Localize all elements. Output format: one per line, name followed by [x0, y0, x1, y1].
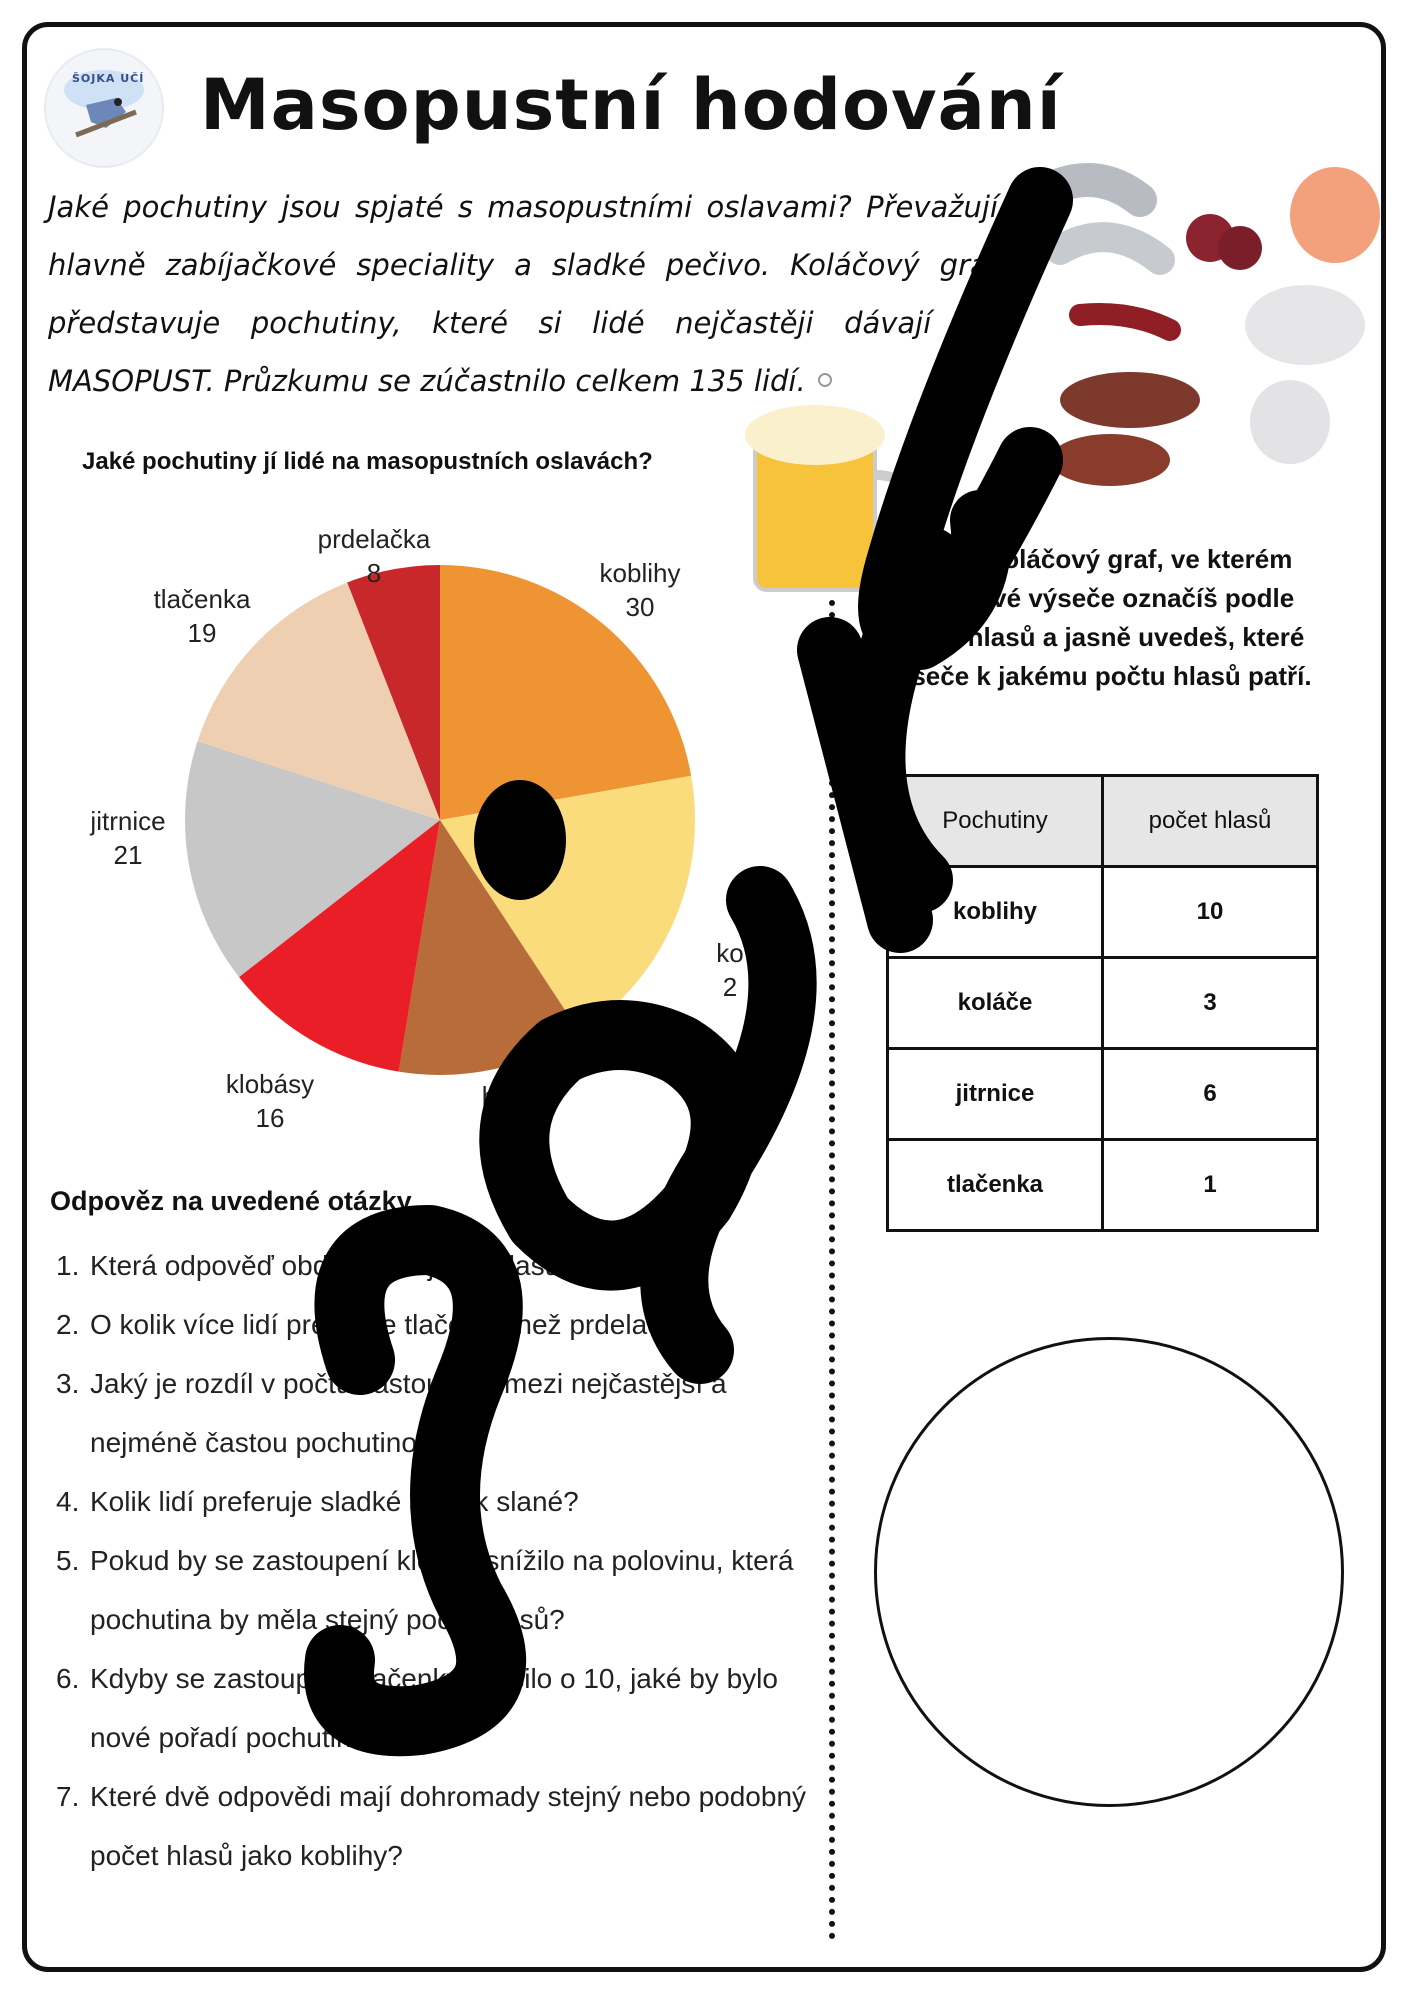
- question-text: Jaký je rozdíl v počtu zastoupení mezi nejčastější a nejméně častou pochutinou?: [90, 1368, 727, 1458]
- pie-label-value: 21: [113, 840, 143, 870]
- pie-label-name: ko: [716, 938, 744, 968]
- chart-title: Jaké pochutiny jí lidé na masopustních oslavách?: [82, 448, 653, 475]
- dotted-divider: [829, 600, 835, 1940]
- table-row: [888, 1049, 1318, 1140]
- sausage-icon: [1060, 237, 1160, 260]
- table-cell: tlačenka: [888, 1140, 1103, 1231]
- pie-label-value: 19: [187, 618, 217, 648]
- pie-label-name: koblihy: [599, 558, 681, 588]
- pie-label-name: prdelačka: [317, 524, 431, 554]
- task-instructions: Vytvoř koláčový graf, ve kterém jednotlivé výseče označíš podle počtu hlasů a jasně uvedeš, které výseče k jakému počtu hlasů patří.: [882, 544, 1312, 691]
- votes-table: [886, 774, 1319, 1232]
- sausage-ring-icon: [1030, 180, 1140, 200]
- table-cell: 1: [1103, 1140, 1318, 1231]
- pie-label-value: 8: [366, 558, 382, 588]
- question-item: 2. O kolik více lidí preferuje tlačenku než prdelačku?: [56, 1309, 707, 1340]
- table-cell: jitrnice: [888, 1049, 1103, 1140]
- table-header-row: [888, 776, 1318, 867]
- question-item: 1. Která odpověď obdržela nejvíce hlasů?: [56, 1250, 576, 1281]
- question-item: 6. Kdyby se zastoupení tlačenky zvýšilo o 10, jaké by bylo nové pořadí pochutin?: [56, 1663, 778, 1753]
- pie-label-value: 2: [722, 972, 738, 1002]
- pie-label-value: 16: [255, 1103, 285, 1133]
- table-row: [888, 867, 1318, 958]
- questions-list: [56, 1236, 816, 1885]
- table-header-cell: Pochutiny: [888, 776, 1103, 867]
- page-title: Masopustní hodování: [200, 64, 1062, 146]
- table-cell: koblihy: [888, 867, 1103, 958]
- pie-label-name: klobásy: [225, 1069, 315, 1099]
- jay-bird-icon: [46, 50, 162, 166]
- pie-label-value: 30: [625, 592, 655, 622]
- question-item: 4. Kolik lidí preferuje sladké a kolik slané?: [56, 1486, 579, 1517]
- table-cell: 6: [1103, 1049, 1318, 1140]
- question-text: Pokud by se zastoupení klobás snížilo na polovinu, která pochutina by měla stejný počet hlasů?: [90, 1545, 794, 1635]
- sausage-icon: [1080, 314, 1170, 330]
- pie-label-name: tlačenka: [153, 584, 251, 614]
- beer-foam-icon: [745, 405, 885, 465]
- blank-pie-drawing-area[interactable]: [874, 1337, 1344, 1807]
- intro-text: Jaké pochutiny jsou spjaté s masopustními oslavami? Převažují hlavně zabíjačkové speciality a sladké pečivo. Koláčový graf představuje pochutiny, které si lidé nejčastěji dávají na MASOPUST. Průzkumu se zúčastnilo celkem 135 lidí.: [48, 190, 998, 398]
- tlacenka-slice-icon: [1250, 380, 1330, 464]
- table-row: [888, 958, 1318, 1049]
- question-text: Které dvě odpovědi mají dohromady stejný nebo podobný počet hlasů jako koblihy?: [90, 1781, 807, 1871]
- question-item: 3. Jaký je rozdíl v počtu zastoupení mezi nejčastější a nejméně častou pochutinou?: [56, 1368, 727, 1458]
- table-row: [888, 1140, 1318, 1231]
- bubble-icon: [819, 374, 831, 386]
- question-text: O kolik více lidí preferuje tlačenku než prdelačku?: [90, 1309, 707, 1340]
- question-text: Kolik lidí preferuje sladké a kolik slané?: [90, 1486, 579, 1517]
- pie-label-name: buch: [481, 1081, 539, 1111]
- tlacenka-icon: [1245, 285, 1365, 365]
- pie-label-value: 1: [502, 1115, 518, 1140]
- table-header-cell: počet hlasů: [1103, 776, 1318, 867]
- pie-chart: [40, 490, 760, 1140]
- table-cell: 10: [1103, 867, 1318, 958]
- salami-slice-icon: [1218, 226, 1262, 270]
- meat-slice-icon: [1050, 434, 1170, 486]
- logo-text: ŠOJKA UČÍ: [72, 72, 145, 85]
- question-text: Kdyby se zastoupení tlačenky zvýšilo o 10, jaké by bylo nové pořadí pochutin?: [90, 1663, 778, 1753]
- table-cell: 3: [1103, 958, 1318, 1049]
- table-cell: koláče: [888, 958, 1103, 1049]
- pie-label-name: jitrnice: [90, 806, 166, 836]
- question-text: Která odpověď obdržela nejvíce hlasů?: [90, 1250, 576, 1281]
- questions-heading: Odpověz na uvedené otázky.: [50, 1186, 418, 1216]
- question-item: 5. Pokud by se zastoupení klobás snížilo na polovinu, která pochutina by měla stejný počet hlasů?: [56, 1545, 794, 1635]
- logo: [44, 48, 164, 168]
- meat-slice-icon: [1060, 372, 1200, 428]
- question-item: 7. Které dvě odpovědi mají dohromady stejný nebo podobný počet hlasů jako koblihy?: [56, 1781, 807, 1871]
- sausages-illustration: [1000, 160, 1390, 510]
- ham-icon: [1290, 167, 1380, 263]
